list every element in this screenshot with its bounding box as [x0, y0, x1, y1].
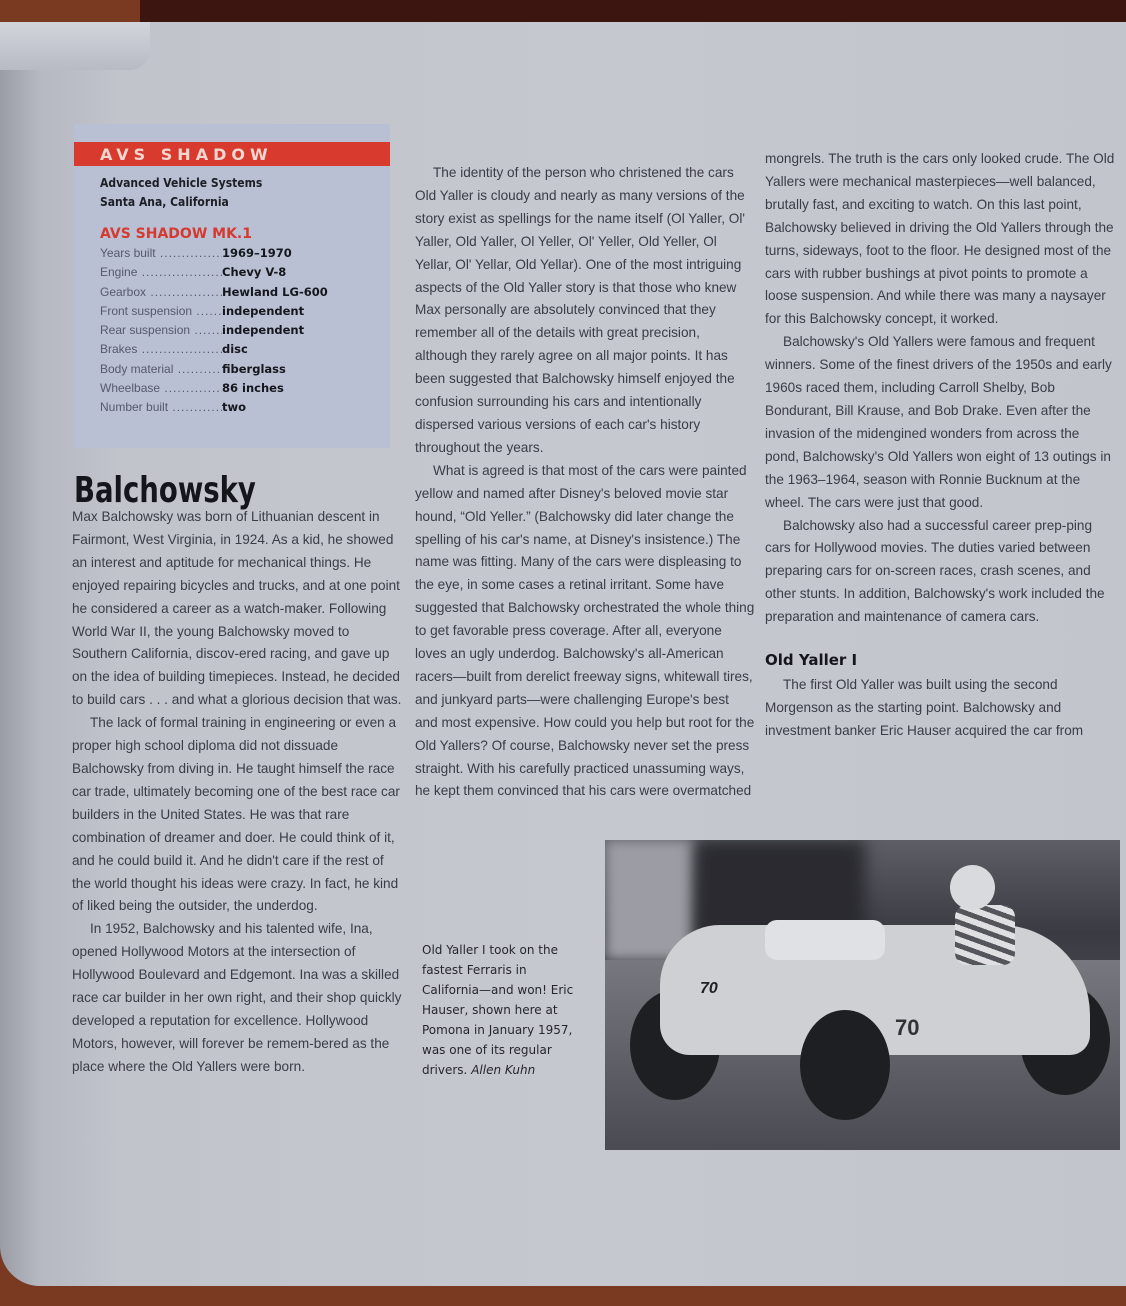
- text-column-2: [415, 162, 755, 803]
- car-number-side: 70: [895, 1015, 920, 1040]
- spec-label: Number built .....: [100, 398, 222, 417]
- spec-banner-title: AVS SHADOW: [100, 145, 273, 164]
- spec-row: [100, 283, 380, 302]
- maker-name: Advanced Vehicle Systems: [100, 176, 263, 190]
- spec-row: [100, 398, 380, 417]
- paragraph: The first Old Yaller was built using the second Morgenson as the starting point. Balchowsky and investment banker Eric Hauser acquired the car from: [765, 676, 1084, 738]
- paragraph: What is agreed is that most of the cars were painted yellow and named after Disney's beloved movie star hound, “Old Yeller.” (Balchowsky did later change the spelling of his car's name, at Disney's insistence.) The name was fitting. Many of the cars were displeasing to the eye, in some cases a retinal irritant. Some have suggested that Balchowsky orchestrated the whole thing to get favorable press coverage. After all, everyone loves an ugly underdog. Balchowsky's all-American racers—built from derelict freeway signs, whitewall tires, and junkyard parts—were challenging Europe's best and most expensive. How could you help but root for the Old Yallers? Of course, Balchowsky never set the press straight. With his carefully practiced unassuming ways, he kept them convinced that his cars were overmatched: [415, 462, 755, 799]
- spec-table: [100, 244, 380, 418]
- spec-row: [100, 360, 380, 379]
- car-hood-scoop: [765, 920, 885, 960]
- spec-row: [100, 379, 380, 398]
- paragraph: Max Balchowsky was born of Lithuanian descent in Fairmont, West Virginia, in 1924. As a kid, he showed an interest and aptitude for mechanical things. He enjoyed repairing bicycles and trucks, and at one point he considered a career as a watch-maker. Following World War II, the young Balchowsky moved to Southern California, discov-ered racing, and gave up on the idea of building timepieces. Instead, he decided to build cars . . . and what a glorious decision that was.: [72, 509, 402, 708]
- spec-label: Body material .....: [100, 360, 222, 379]
- driver-jersey: [955, 905, 1015, 965]
- spec-row: [100, 302, 380, 321]
- spec-row: [100, 321, 380, 340]
- spec-model: AVS SHADOW MK.1: [100, 226, 252, 242]
- spec-row: [100, 263, 380, 282]
- spec-label: Brakes .....: [100, 340, 222, 359]
- spec-value: Chevy V-8: [222, 265, 287, 280]
- spec-row: [100, 340, 380, 359]
- spec-value: disc: [222, 342, 248, 357]
- page-curl: [0, 22, 150, 70]
- spec-label: Front suspension .....: [100, 302, 222, 321]
- spec-label: Wheelbase .....: [100, 379, 222, 398]
- spec-label: Engine .....: [100, 263, 222, 282]
- photo-credit: Allen Kuhn: [471, 1063, 536, 1077]
- spec-value: independent: [222, 323, 305, 338]
- paragraph: The identity of the person who christened the cars Old Yaller is cloudy and nearly as many versions of the story exist as spellings for the name itself (Ol Yaller, Ol' Yaller, Old Yaller, Ol Yeller, Ol' Yeller, Old Yeller, Ol Yellar, Ol' Yellar, Old Yellar). One of the most intriguing aspects of the Old Yaller story is that those who knew Max personally are absolutely convinced that they remember all of the details with great precision, although they rarely agree on all major points. It has been suggested that Balchowsky himself enjoyed the confusion surrounding his cars and intentionally dispersed various versions of each car's history throughout the years.: [415, 165, 745, 455]
- spec-value: 1969–1970: [222, 246, 292, 260]
- spec-row: [100, 244, 380, 263]
- subheading: Old Yaller I: [765, 651, 858, 670]
- text-column-3: [765, 148, 1115, 743]
- text-column-1: [72, 506, 402, 1079]
- spec-maker: [100, 174, 262, 212]
- caption-text: Old Yaller I took on the fastest Ferraris in California—and won! Eric Hauser, shown here at Pomona in January 1957, was one of its regular drivers.: [422, 943, 574, 1077]
- spec-label: Years built .....: [100, 244, 222, 263]
- spec-label: Rear suspension .....: [100, 321, 222, 340]
- driver-helmet: [950, 865, 995, 910]
- paragraph: In 1952, Balchowsky and his talented wife, Ina, opened Hollywood Motors at the intersection of Hollywood Boulevard and Edgemont. Ina was a skilled race car builder in her own right, and their shop quickly developed a reputation for excellence. Hollywood Motors, however, will forever be remem-bered as the place where the Old Yallers were born.: [72, 921, 402, 1074]
- spec-value: fiberglass: [222, 361, 286, 376]
- spec-banner: [74, 142, 390, 166]
- spec-sidebar: [74, 124, 390, 448]
- spec-label: Gearbox .....: [100, 283, 222, 302]
- spec-value: independent: [222, 303, 305, 318]
- maker-location: Santa Ana, California: [100, 195, 229, 209]
- paragraph: The lack of formal training in engineering or even a proper high school diploma did not dissuade Balchowsky from diving in. He taught himself the race car trade, ultimately becoming one of the best race car builders in the United States. He was that rare combination of dreamer and doer. He could think of it, and he could build it. And he didn't care if the rest of the world thought his ideas were crazy. In fact, he kind of liked being the outsider, the underdog.: [72, 715, 400, 914]
- photo-caption: [422, 940, 582, 1080]
- paragraph: mongrels. The truth is the cars only looked crude. The Old Yallers were mechanical masterpieces—well balanced, brutally fast, and exciting to watch. On this last point, Balchowsky believed in driving the Old Yallers through the turns, sideways, foot to the floor. He designed most of the cars with rubber bushings at pivot points to promote a loose suspension. And while there was many a naysayer for this Balchowsky concept, it worked.: [765, 151, 1115, 327]
- car-wheel: [800, 1010, 890, 1120]
- spec-value: Hewland LG-600: [222, 284, 328, 299]
- background-table-edge: [140, 0, 1126, 24]
- spec-value: 86 inches: [222, 381, 284, 396]
- paragraph: Balchowsky also had a successful career prep-ping cars for Hollywood movies. The duties varied between preparing cars for on-screen races, crash scenes, and other stunts. In addition, Balchowsky's work included the preparation and maintenance of camera cars.: [765, 517, 1105, 625]
- spec-value: two: [222, 400, 247, 415]
- paragraph: Balchowsky's Old Yallers were famous and frequent winners. Some of the finest drivers of the 1950s and early 1960s raced them, including Carroll Shelby, Bob Bondurant, Bill Krause, and Bob Drake. Even after the invasion of the midengined wonders from across the pond, Balchowsky's Old Yallers won eight of 13 outings in the 1963–1964, season with Ronnie Bucknum at the wheel. The cars were just that good.: [765, 334, 1112, 510]
- article-heading: Balchowsky: [74, 470, 256, 511]
- car-number: 70: [700, 980, 718, 997]
- race-car-photo: [605, 840, 1120, 1150]
